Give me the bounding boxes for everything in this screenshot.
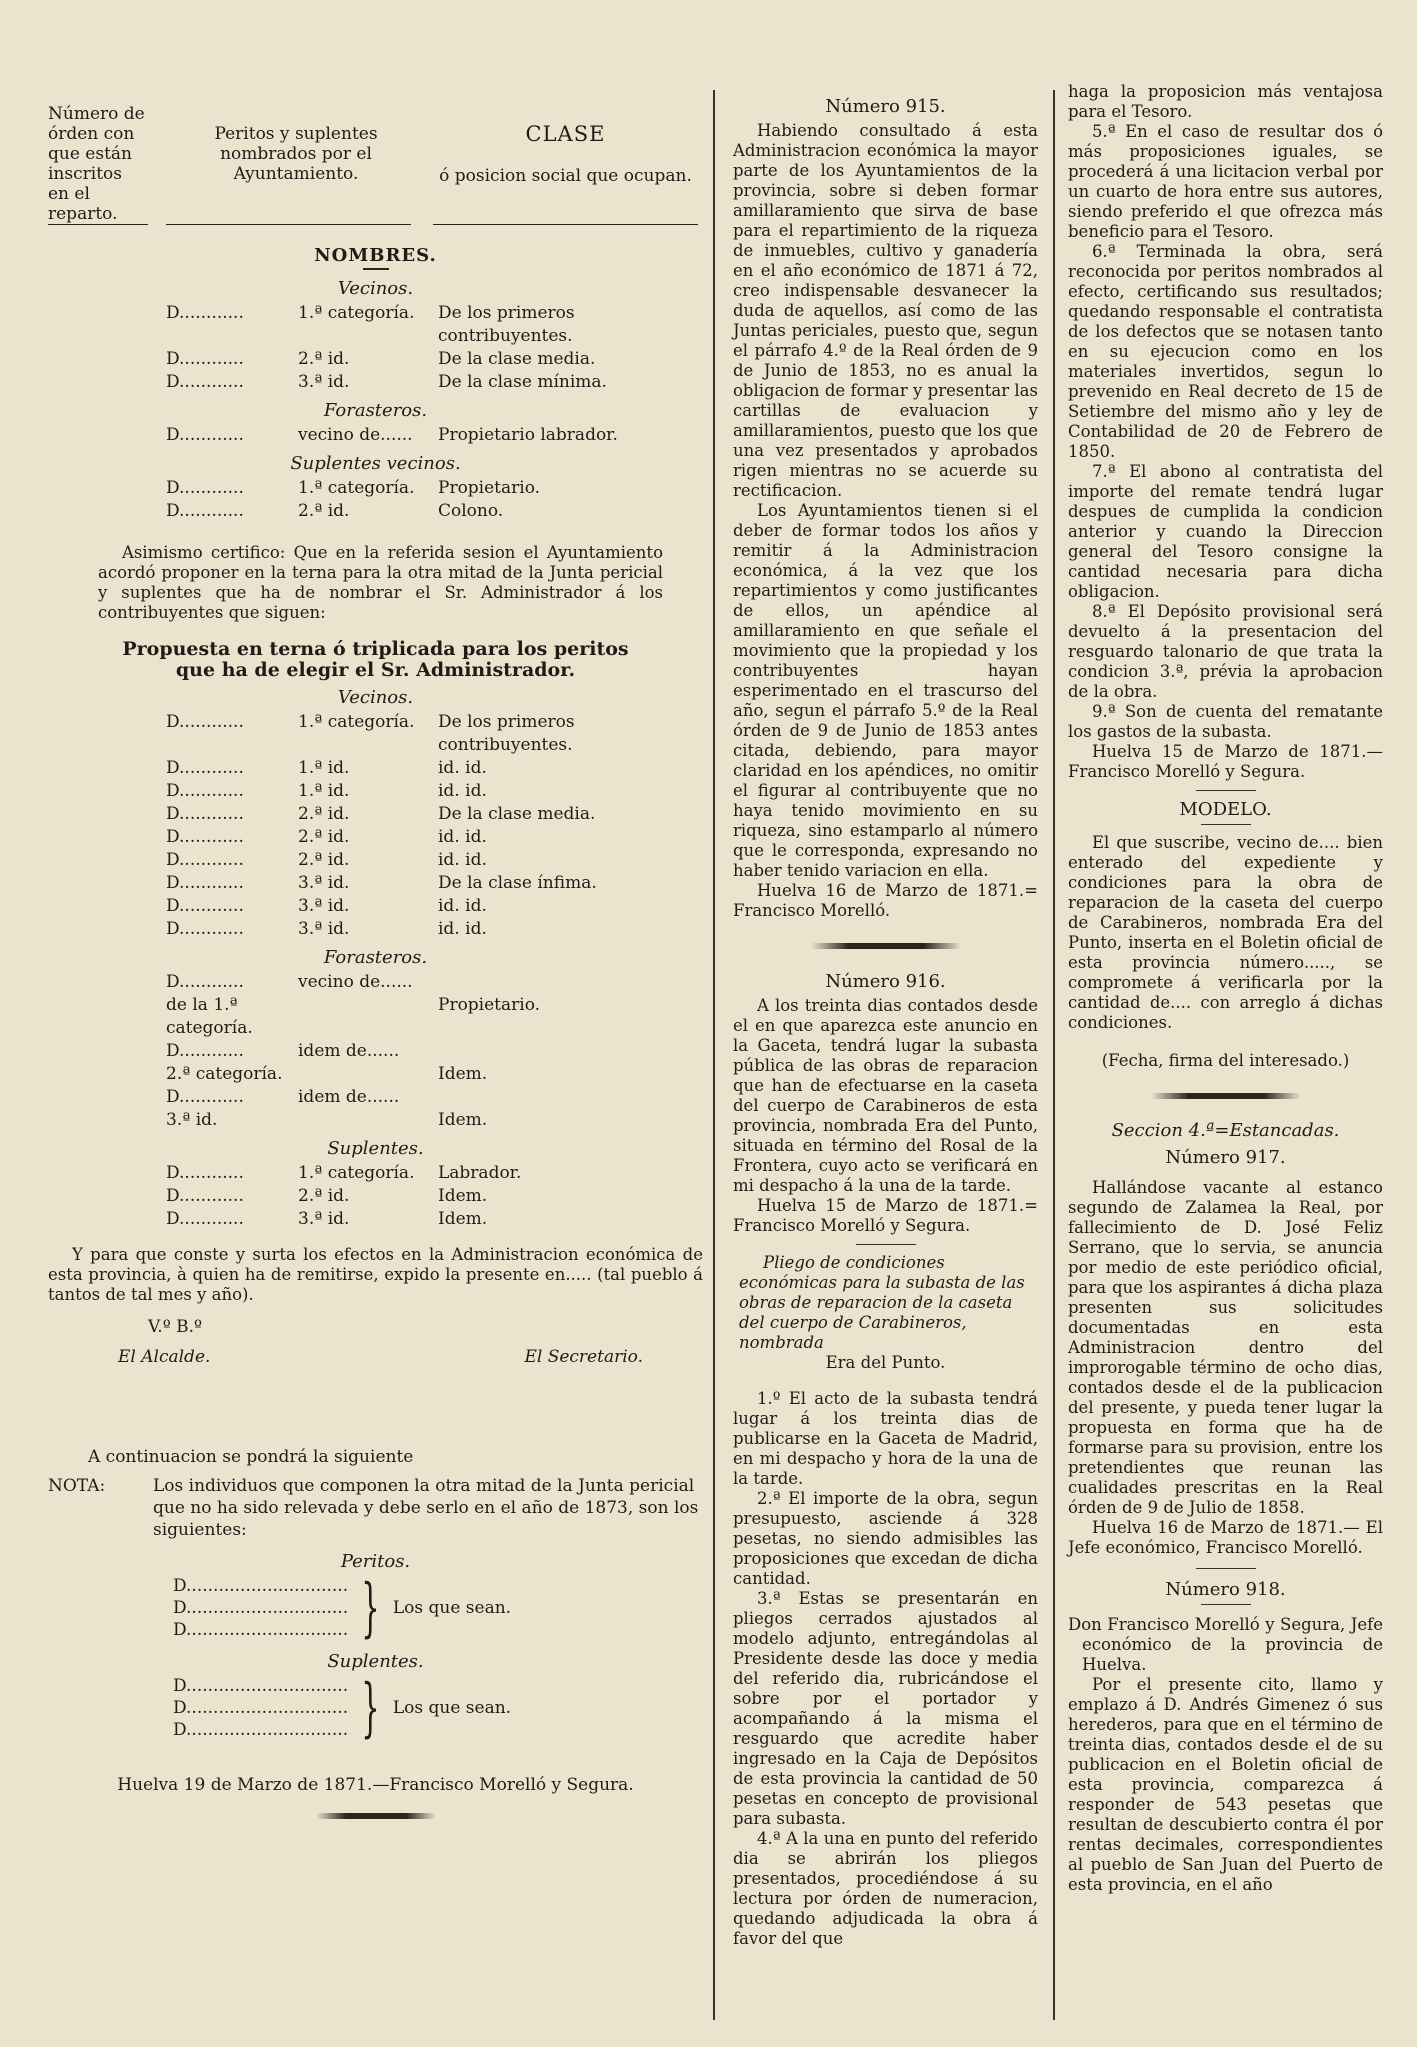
los-que-sean: Los que sean. — [392, 1598, 512, 1618]
roster-row — [48, 424, 703, 447]
roster-row — [48, 348, 703, 371]
roster-category: idem de...... — [298, 1087, 400, 1107]
roster-name: D............ — [166, 1186, 244, 1206]
roster-class: Idem. — [438, 1209, 488, 1229]
roster-category: 1.ª id. — [298, 781, 350, 801]
roster-name: D............ — [166, 501, 244, 521]
continuacion-line: A continuacion se pondrá la siguiente — [88, 1447, 414, 1467]
roster-row — [48, 872, 703, 895]
subheading: Vecinos. — [337, 278, 414, 299]
roster-name: D............ — [166, 478, 244, 498]
roster-row — [48, 918, 703, 941]
roster-category: vecino de...... — [298, 972, 413, 992]
propuesta-heading: Propuesta en terna ó triplicada para los peritos que ha de elegir el Sr. Administrador. — [122, 638, 629, 681]
roster-name: D............ — [166, 1041, 244, 1061]
divider — [363, 268, 389, 270]
paragraph-917: Hallándose vacante al estanco segundo de Zalamea la Real, por fallecimiento de D. José Feliz Serrano, que lo servia, se anuncia por medio de este periódico oficial, para que los aspirantes á dicha plaza presenten sus solicitudes documentadas en esta Administracion dentro del improrogable término de ocho dias, contados desde el de la publicacion del presente, y pueda tener lugar la propuesta en forma que ha de formarse para su provision, entre los pretendientes que reunan las cualidades prescritas en la Real órden de 9 de Julio de 1858. — [1068, 1178, 1383, 1517]
secretario-label: El Secretario. — [524, 1347, 643, 1367]
roster-class: Labrador. — [438, 1163, 522, 1183]
roster-class: Propietario labrador. — [438, 425, 618, 445]
ornament-rule — [811, 943, 961, 949]
nota-text: Los individuos que componen la otra mitad de la Junta pericial que no ha sido relevada y debe serlo en el año de 1873, son los siguientes: — [153, 1476, 699, 1540]
roster-name: D............ — [166, 1087, 244, 1107]
roster-category: 2.ª id. — [298, 501, 350, 521]
suplentes2-rows — [48, 1162, 703, 1231]
roster-category — [298, 994, 438, 1040]
roster-name: D............ — [166, 425, 244, 445]
condicion-4-end: haga la proposicion más ventajosa para el Tesoro. — [1068, 82, 1383, 121]
roster-category: 1.ª categoría. — [298, 712, 415, 732]
dotted-entry: D.............................. — [173, 1620, 349, 1640]
condicion-4: 4.ª A la una en punto del referido dia se abrirán los pliegos presentados, procediéndose á su lectura por órden de numeracion, quedando adjudicada la obra á favor del que — [733, 1829, 1038, 1948]
subheading: Forasteros. — [323, 947, 428, 968]
roster-row — [48, 1208, 703, 1231]
column-middle — [733, 96, 1038, 1949]
subheading: Vecinos. — [337, 687, 414, 708]
roster-class — [438, 971, 703, 994]
roster-row — [48, 757, 703, 780]
header-clase-title: CLASE — [525, 122, 606, 146]
column-rule — [713, 90, 715, 2020]
roster-name: D............ — [166, 781, 244, 801]
forasteros2-rows — [48, 971, 703, 1132]
roster-row — [48, 971, 703, 994]
numero-915: Número 915. — [825, 96, 946, 117]
roster-row — [48, 500, 703, 523]
peritos-list — [173, 1575, 348, 1641]
numero-918: Número 918. — [1165, 1579, 1286, 1600]
roster-row — [48, 803, 703, 826]
dotted-entry: D.............................. — [173, 1576, 349, 1596]
roster-name: D............ — [166, 349, 244, 369]
visto-bueno: V.º B.º — [148, 1317, 202, 1337]
roster-row — [48, 826, 703, 849]
roster-class: De la clase ínfima. — [438, 873, 597, 893]
roster-row — [48, 780, 703, 803]
roster-row — [48, 477, 703, 500]
roster-name: D............ — [166, 804, 244, 824]
condicion-5: 5.ª En el caso de resultar dos ó más proposiciones iguales, se procederá á una licitacion verbal por un cuarto de hora entre sus autores, siendo preferido el que ofrezca más beneficio para el Tesoro. — [1068, 122, 1383, 241]
header-peritos: Peritos y suplentes nombrados por el Ayuntamiento. — [214, 124, 378, 184]
suplentes-block — [173, 1671, 703, 1745]
condicion-3: 3.ª Estas se presentarán en pliegos cerrados ajustados al modelo adjunto, entregándolas al Presidente desde las doce y media del referido dia, rubricándose el sobre por el portador y acompañando á la misma el resguardo que acredite haber ingresado en la Caja de Depósitos de esta provincia la cantidad de 50 pesetas en concepto de provisional para subasta. — [733, 1589, 1038, 1828]
roster-row — [48, 1040, 703, 1063]
seccion-heading: Seccion 4.ª=Estancadas. — [1111, 1120, 1340, 1141]
roster-name: D............ — [166, 972, 244, 992]
roster-class: id. id. — [438, 896, 487, 916]
paragraph-915-1: Habiendo consultado á esta Administracion económica la mayor parte de los Ayuntamientos de la provincia, sobre si deben formar amillaramiento que sirva de base para el repartimiento de la riqueza de inmuebles, cultivo y ganadería en el año económico de 1871 á 72, creo indispensable desvanecer la duda de aquellos, así como de las Juntas periciales, puesto que, segun el párrafo 4.º de la Real órden de 9 de Junio de 1853, no es anual la obligacion de formar y presentar las cartillas de evaluacion y amillaramientos, puesto que los que una vez presentados y aprobados rigen mientras no se acuerde su rectificacion. — [733, 121, 1038, 500]
condicion-6: 6.ª Terminada la obra, será reconocida por peritos nombrados al efecto, certificando sus resultados; quedando responsable el contratista de los defectos que se notasen tanto en su ejecucion como en los materiales invertidos, segun lo prevenido en Real decreto de 15 de Setiembre del mismo año y ley de Contabilidad de 20 de Febrero de 1850. — [1068, 242, 1383, 461]
nota — [48, 1475, 703, 1541]
roster-row — [48, 895, 703, 918]
header-rule — [433, 224, 698, 225]
brace: } — [361, 1571, 380, 1645]
numero-917: Número 917. — [1165, 1147, 1286, 1168]
roster-row — [48, 1185, 703, 1208]
roster-category: 2.ª id. — [298, 827, 350, 847]
asimismo-paragraph: Asimismo certifico: Que en la referida sesion el Ayuntamiento acordó proponer en la terna para la otra mitad de la Junta pericial y suplentes que ha de nombrar el Sr. Administrador á los contribuyentes que siguen: — [98, 543, 663, 622]
roster-name: D............ — [166, 896, 244, 916]
numero-916: Número 916. — [825, 971, 946, 992]
firma-915: Huelva 16 de Marzo de 1871.= Francisco Morelló. — [733, 881, 1038, 920]
modelo-heading: MODELO. — [1179, 799, 1272, 820]
subheading: Suplentes vecinos. — [290, 453, 461, 474]
subheading: Forasteros. — [323, 400, 428, 421]
firma-916: Huelva 15 de Marzo de 1871.= Francisco Morelló y Segura. — [733, 1196, 1038, 1235]
roster-class: Idem. — [438, 1064, 488, 1084]
roster-category: 2.ª id. — [298, 1186, 350, 1206]
header-clase — [428, 124, 703, 186]
nota-label: NOTA: — [48, 1476, 106, 1496]
divider — [1196, 1568, 1256, 1569]
paragraph-918-title: Don Francisco Morelló y Segura, Jefe económico de la provincia de Huelva. — [1068, 1615, 1383, 1674]
roster-class: id. id. — [438, 919, 487, 939]
roster-row — [48, 711, 703, 757]
los-que-sean: Los que sean. — [392, 1698, 512, 1718]
signature-line — [118, 1347, 643, 1367]
roster-class: id. id. — [438, 758, 487, 778]
roster-category: vecino de...... — [298, 425, 413, 445]
subheading: Peritos. — [340, 1551, 411, 1572]
roster-category — [298, 1109, 438, 1132]
roster-category: 3.ª id. — [298, 1209, 350, 1229]
roster-category: 3.ª id. — [298, 896, 350, 916]
modelo-text: El que suscribe, vecino de.... bien enterado del expediente y condiciones para la obra de reparacion de la caseta del cuerpo de Carabineros, nombrada Era del Punto, inserta en el Boletin oficial de esta provincia número....., se compromete á verificarla por la cantidad de.... con arreglo á dichas condiciones. — [1068, 833, 1383, 1032]
column-right — [1068, 82, 1383, 1895]
roster-class: id. id. — [438, 781, 487, 801]
roster-class: id. id. — [438, 827, 487, 847]
roster-name: D............ — [166, 827, 244, 847]
roster-category: 1.ª categoría. — [298, 1163, 415, 1183]
roster-class: De los primeros contribuyentes. — [438, 712, 575, 755]
divider — [1201, 824, 1251, 825]
paragraph-918: Por el presente cito, llamo y emplazo á D. Andrés Gimenez ó sus herederos, para que en el término de treinta dias, contados desde el de su publicacion en el Boletin oficial de esta provincia, comparezca á responder de 543 pesetas que resultan de descubierto contra él por rentas decimales, correspondientes al pueblo de San Juan del Puerto de esta provincia, en el año — [1068, 1675, 1383, 1894]
roster-row — [48, 371, 703, 394]
condicion-9: 9.ª Son de cuenta del rematante los gastos de la subasta. — [1068, 702, 1383, 741]
roster-name: D............ — [166, 758, 244, 778]
paragraph-915-2: Los Ayuntamientos tienen si el deber de formar todos los años y remitir á la Administracion económica, á la vez que los repartimientos y como justificantes de ellos, un apéndice al amillaramiento en que señale el movimiento que la propiedad y los contribuyentes hayan esperimentado en el trascurso del año, segun el párrafo 5.º de la Real órden de 9 de Junio de 1853 antes citada, debiendo, para mayor claridad en los apéndices, no omitir el figurar al contribuyente que no haya tenido movimiento en su riqueza, sino estamparlo al número que le corresponda, expresando no haber tenido variacion en ella. — [733, 501, 1038, 880]
peritos-block — [173, 1571, 703, 1645]
suplentes-rows — [48, 477, 703, 523]
roster-row — [48, 1109, 703, 1132]
roster-name: D............ — [166, 712, 244, 732]
roster-name: D............ — [166, 372, 244, 392]
roster-name: D............ — [166, 850, 244, 870]
roster-row — [48, 1086, 703, 1109]
roster-name: 2.ª categoría. — [166, 1064, 283, 1084]
header-clase-sub: ó posicion social que ocupan. — [439, 166, 692, 186]
roster-category: idem de...... — [298, 1041, 400, 1061]
dotted-entry: D.............................. — [173, 1698, 349, 1718]
roster-category: 3.ª id. — [298, 919, 350, 939]
divider — [856, 1244, 916, 1245]
vecinos-rows — [48, 302, 703, 394]
column-left — [48, 96, 703, 1837]
pliego-heading: Pliego de condiciones económicas para la subasta de las obras de reparacion de la caseta del cuerpo de Carabineros, nombrada — [739, 1253, 1025, 1352]
paragraph-916: A los treinta dias contados desde el en que aparezca este anuncio en la Gaceta, tendrá lugar la subasta pública de las obras de reparacion que han de efectuarse en la caseta del cuerpo de Carabineros de esta provincia, nombrada Era del Punto, situada en término del Rosal de la Frontera, cuyo acto se verificará en mi despacho á la una de la tarde. — [733, 996, 1038, 1195]
roster-name: D............ — [166, 1209, 244, 1229]
roster-name: D............ — [166, 873, 244, 893]
nombres-heading: NOMBRES. — [314, 245, 437, 266]
firma-left: Huelva 19 de Marzo de 1871.—Francisco Morelló y Segura. — [117, 1775, 634, 1795]
header-rule — [166, 224, 411, 225]
roster-row — [48, 994, 703, 1040]
roster-category: 2.ª id. — [298, 850, 350, 870]
roster-row — [48, 302, 703, 348]
firma-pliego: Huelva 15 de Marzo de 1871.— Francisco Morelló y Segura. — [1068, 742, 1383, 781]
roster-class: De la clase media. — [438, 349, 596, 369]
dotted-entry: D.............................. — [173, 1720, 349, 1740]
condicion-7: 7.ª El abono al contratista del importe del remate tendrá lugar despues de cumplida la condicion anterior y cuando la Direccion general del Tesoro consigne la cantidad necesaria para dicha obligacion. — [1068, 462, 1383, 601]
roster-class — [438, 1086, 703, 1109]
roster-category: 3.ª id. — [298, 372, 350, 392]
header-rule — [48, 224, 148, 225]
table-header — [48, 96, 703, 231]
firma-917: Huelva 16 de Marzo de 1871.— El Jefe económico, Francisco Morelló. — [1068, 1518, 1383, 1557]
roster-class: id. id. — [438, 850, 487, 870]
dotted-entry: D.............................. — [173, 1598, 349, 1618]
suplentes-list — [173, 1675, 348, 1741]
roster-name: D............ — [166, 919, 244, 939]
roster-category: 1.ª categoría. — [298, 478, 415, 498]
roster-class: Idem. — [438, 1186, 488, 1206]
conste-paragraph: Y para que conste y surta los efectos en la Administracion económica de esta provincia, à quien ha de remitirse, expido la presente en..... (tal pueblo á tantos de tal mes y año). — [48, 1245, 703, 1304]
alcalde-label: El Alcalde. — [118, 1347, 211, 1367]
roster-name: D............ — [166, 303, 244, 323]
fecha-firma: (Fecha, firma del interesado.) — [1101, 1051, 1350, 1070]
roster-class — [438, 1040, 703, 1063]
roster-class: Propietario. — [438, 478, 541, 498]
brace: } — [361, 1671, 380, 1745]
forasteros-rows — [48, 424, 703, 447]
roster-category — [298, 1063, 438, 1086]
roster-class: De los primeros contribuyentes. — [438, 303, 575, 346]
propuesta-rows — [48, 711, 703, 941]
roster-row — [48, 1162, 703, 1185]
column-rule — [1053, 90, 1055, 2020]
roster-name: de la 1.ª categoría. — [166, 995, 253, 1038]
roster-category: 3.ª id. — [298, 873, 350, 893]
roster-class: Colono. — [438, 501, 504, 521]
roster-class: Propietario. — [438, 995, 541, 1015]
roster-name: 3.ª id. — [166, 1110, 218, 1130]
pliego-heading-end: Era del Punto. — [825, 1353, 946, 1372]
roster-row — [48, 1063, 703, 1086]
roster-name: D............ — [166, 1163, 244, 1183]
roster-row — [48, 849, 703, 872]
condicion-2: 2.ª El importe de la obra, segun presupuesto, asciende á 328 pesetas, no siendo admisibles las proposiciones que excedan de dicha cantidad. — [733, 1489, 1038, 1588]
header-orden: Número de órden con que están inscritos en el reparto. — [48, 104, 145, 224]
roster-category: 2.ª id. — [298, 804, 350, 824]
roster-class: De la clase media. — [438, 804, 596, 824]
ornament-rule — [316, 1813, 436, 1819]
roster-class: Idem. — [438, 1110, 488, 1130]
ornament-rule — [1151, 1093, 1301, 1099]
dotted-entry: D.............................. — [173, 1676, 349, 1696]
roster-category: 1.ª id. — [298, 758, 350, 778]
condicion-1: 1.º El acto de la subasta tendrá lugar á los treinta dias de publicarse en la Gaceta de Madrid, en mi despacho y hora de la una de la tarde. — [733, 1389, 1038, 1488]
condicion-8: 8.ª El Depósito provisional será devuelto á la presentacion del resguardo talonario de que trata la condicion 3.ª, prévia la aprobacion de la obra. — [1068, 602, 1383, 701]
divider — [1201, 1604, 1251, 1605]
divider — [1196, 790, 1256, 791]
roster-class: De la clase mínima. — [438, 372, 607, 392]
roster-category: 1.ª categoría. — [298, 303, 415, 323]
subheading: Suplentes. — [327, 1651, 424, 1672]
subheading: Suplentes. — [327, 1138, 424, 1159]
roster-category: 2.ª id. — [298, 349, 350, 369]
